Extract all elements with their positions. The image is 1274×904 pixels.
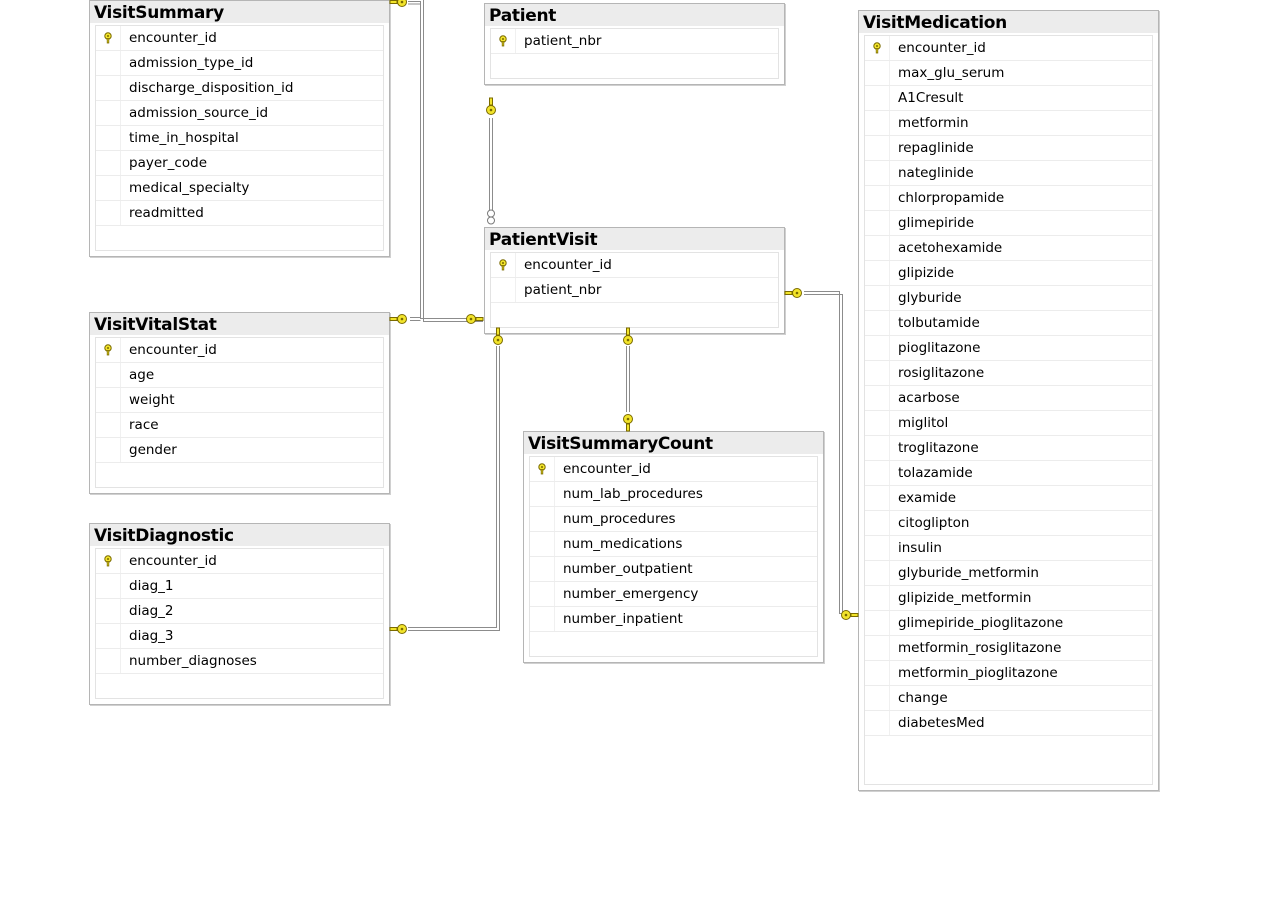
table-title: VisitVitalStat [90, 313, 389, 335]
column-name: payer_code [129, 155, 207, 171]
column-name: race [129, 417, 159, 433]
column-name: diag_2 [129, 603, 174, 619]
rel-patient-patientvisit [490, 118, 493, 210]
column-name: num_lab_procedures [563, 486, 703, 502]
column-name: admission_source_id [129, 105, 269, 121]
column-name: gender [129, 442, 177, 458]
column-name: num_medications [563, 536, 683, 552]
column-name: patient_nbr [524, 33, 602, 49]
column-name: nateglinide [898, 165, 974, 181]
column-name: encounter_id [524, 257, 612, 273]
key-end-patientvisit-bottom-left [494, 328, 503, 345]
column-name: repaglinide [898, 140, 974, 156]
column-name: glimepiride_pioglitazone [898, 615, 1064, 631]
column-name: encounter_id [129, 553, 217, 569]
key-end-patient [487, 98, 496, 115]
column-name: max_glu_serum [898, 65, 1005, 81]
table-title: VisitSummary [90, 1, 389, 23]
column-name: acetohexamide [898, 240, 1003, 256]
table-title: Patient [485, 4, 784, 26]
column-name: time_in_hospital [129, 130, 239, 146]
key-end-visitvitalstat [390, 315, 407, 324]
column-name: weight [129, 392, 175, 408]
column-name: age [129, 367, 155, 383]
column-name: rosiglitazone [898, 365, 985, 381]
column-name: diabetesMed [898, 715, 985, 731]
column-name: citoglipton [898, 515, 970, 531]
column-name: acarbose [898, 390, 960, 406]
column-name: metformin_rosiglitazone [898, 640, 1062, 656]
column-name: number_emergency [563, 586, 699, 602]
column-name: glyburide_metformin [898, 565, 1039, 581]
column-name: tolazamide [898, 465, 973, 481]
column-name: medical_specialty [129, 180, 250, 196]
table-title: VisitSummaryCount [524, 432, 823, 454]
rel-patientvisit-visitmedication [804, 292, 843, 617]
column-name: number_diagnoses [129, 653, 257, 669]
key-end-visitsummarycount [624, 415, 633, 432]
column-name: glipizide_metformin [898, 590, 1032, 606]
table-title: PatientVisit [485, 228, 784, 250]
column-name: diag_1 [129, 578, 174, 594]
column-name: encounter_id [563, 461, 651, 477]
column-name: num_procedures [563, 511, 676, 527]
rel-patientvisit-visitdiagnostic [408, 346, 500, 631]
rel-patientvisit-visitsummarycount [627, 346, 630, 412]
rel-patientvisit-visitvitalstat [410, 318, 421, 321]
column-name: encounter_id [129, 30, 217, 46]
column-name: metformin_pioglitazone [898, 665, 1058, 681]
column-name: pioglitazone [898, 340, 981, 356]
column-name: discharge_disposition_id [129, 80, 294, 96]
column-name: change [898, 690, 948, 706]
column-name: encounter_id [898, 40, 986, 56]
column-name: glyburide [898, 290, 962, 306]
key-end-patientvisit-left [467, 315, 484, 324]
column-name: number_inpatient [563, 611, 683, 627]
column-name: number_outpatient [563, 561, 693, 577]
key-end-visitdiagnostic [390, 625, 407, 634]
key-end-visitmedication [842, 611, 859, 620]
key-end-patientvisit-right [785, 289, 802, 298]
column-name: troglitazone [898, 440, 979, 456]
table-title: VisitMedication [859, 11, 1158, 33]
column-name: patient_nbr [524, 282, 602, 298]
column-name: tolbutamide [898, 315, 980, 331]
column-name: readmitted [129, 205, 204, 221]
column-name: metformin [898, 115, 969, 131]
key-end-patientvisit-bottom-mid [624, 328, 633, 345]
connector-end-keys [390, 0, 858, 634]
column-name: encounter_id [129, 342, 217, 358]
table-title: VisitDiagnostic [90, 524, 389, 546]
column-name: admission_type_id [129, 55, 254, 71]
infinity-end-patientvisit [488, 210, 495, 224]
column-name: glimepiride [898, 215, 975, 231]
column-name: insulin [898, 540, 942, 556]
key-end-visitsummary [390, 0, 407, 7]
column-name: diag_3 [129, 628, 174, 644]
column-name: glipizide [898, 265, 955, 281]
column-name: miglitol [898, 415, 949, 431]
column-name: examide [898, 490, 957, 506]
rel-patientvisit-visitsummary [408, 0, 483, 322]
column-name: chlorpropamide [898, 190, 1005, 206]
column-name: A1Cresult [898, 90, 964, 106]
